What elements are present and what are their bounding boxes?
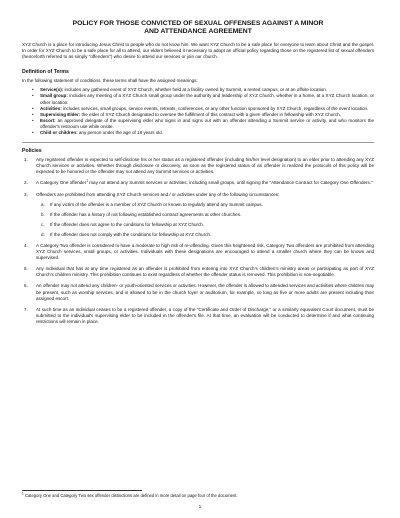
policy-text: An offender may not attend any children- or youth-oriented services or activities. However, the offender is allowed to attended services and activities where children may be present, such as worship services, and is allowed to be in the church foyer or auditorium, for example, so long as five or more adults are present including their assigned escort. (36, 283, 374, 301)
footnote-text: Category One and Category Two sex offender distinctions are defined in more detail on page four of the document. (23, 493, 238, 498)
definition-text: includes any gathered event of XYZ Church, whether held at a facility owned by Summit, a rented campus, or at an offsite location. (63, 87, 328, 93)
policy-sublist (36, 202, 374, 238)
policy-number: 4. (24, 242, 28, 248)
document-title (22, 20, 374, 36)
policy-number: 6. (24, 283, 28, 289)
policy-text: Any individual that has at any time registered as an offender is prohibited from entering into XYZ Church's children's ministry areas or participating as part of XYZ Church's children ministry. This prohibition continues to exist regardless of whether the offender status is removed. This prohibition is non-negotiable. (36, 266, 374, 278)
policy-text: Offenders are prohibited from attending XYZ Church services and / or activities under any of the following circumstances: (36, 191, 280, 197)
definition-text: any person under the age of 18 years old. (77, 130, 164, 136)
definition-item (40, 93, 374, 105)
policies-heading: Policies (22, 148, 42, 155)
title-line-2: AND ATTENDANCE AGREEMENT (144, 28, 252, 35)
definitions-intro: In the following statement of conditions, these terms shall have the assigned meanings: (22, 78, 198, 84)
policy-item (24, 157, 374, 175)
subitem-text: If any victim of the offender is a member of XYZ Church or known to regularly attend any Summit campus. (50, 201, 263, 207)
footnote-divider (22, 490, 142, 491)
policy-subitem (41, 201, 374, 208)
definition-term: Escort: (40, 117, 56, 123)
definition-text: includes any meeting of a XYZ Church small group under the authority and leadership of XYZ Church, whether in a home, at a XYZ Church location, or other location. (40, 93, 374, 105)
policy-number: 7. (24, 306, 28, 312)
policy-item (24, 242, 374, 261)
subitem-text: If the offender does not comply with the conditions for fellowship at XYZ Church. (50, 231, 212, 237)
definition-term: Small group: (40, 93, 68, 99)
policy-item (24, 191, 374, 238)
definition-text: an approved delegate of the supervising elder who signs in and signs out with an offender attending a Summit service or activity, and who monitors the offender's restroom use while onsite. (40, 117, 374, 129)
section-divider (22, 142, 374, 143)
subitem-letter: c. (41, 221, 45, 227)
subitem-text: If the offender has a history of not following established contract agreements at other churches. (50, 211, 242, 217)
footnote (22, 493, 374, 499)
definition-text: the elder of XYZ Church designated to oversee the fulfillment of this contract with a given offender in fellowship with XYZ Church. (80, 111, 341, 117)
footnote-mark: 1 (22, 491, 24, 496)
policy-text: Any registered offender is expected to self-disclose his or her status as a registered offender (including his/her level designation) to an elder prior to attending any XYZ Church services or activities. Whether through disclosure or discovery, as soon as the registered status of an offender is realized the protocols of this policy will be expected to be honored or the offender may not attend any Summit services or activities. (36, 157, 374, 175)
policy-number: 2. (24, 180, 28, 186)
policies-list (22, 157, 374, 325)
policy-number: 1. (24, 157, 28, 163)
definition-text: includes services, small groups, service events, retreats, conferences, or any other function sponsored by XYZ Church, regardless of the event location. (61, 105, 369, 111)
definitions-list (22, 87, 374, 136)
definitions-heading: Definition of Terms (22, 69, 69, 76)
definition-term: Activities: (40, 105, 62, 111)
policy-subitem (41, 231, 374, 238)
subitem-letter: d. (41, 231, 45, 237)
policy-item (24, 306, 374, 325)
subitem-text: If the offender does not agree to the conditions for fellowship at XYZ Church. (50, 221, 205, 227)
definition-item (40, 118, 374, 130)
policy-text: A Category One offender (36, 180, 87, 186)
definition-item (40, 130, 374, 136)
policy-number: 3. (24, 191, 28, 197)
policy-text: may not attend any Summit services or activities, including small groups, until signing the "Attendance Contract for Category One Offenders." (88, 180, 373, 186)
title-line-1: POLICY FOR THOSE CONVICTED OF SEXUAL OFFENSES AGAINST A MINOR (72, 20, 324, 27)
policy-text: A Category Two offender is considered to have a moderate to high risk of re-offending. Given this heightened risk, Category Two offenders are prohibited from attending XYZ Church services, small groups, or activities. Individuals with these designations are encouraged to attend a smaller church where they can be known and supervised. (36, 242, 374, 261)
footnote-reference[interactable]: 1 (86, 178, 88, 183)
intro-paragraph: XYZ Church is a place for introducing Jesus Christ to people who do not know him. We want XYZ Church to be a safe place for everyone to learn about Christ and the gospel. In order for XYZ Church to be a safe place for all to attend, our elders believed it necessary to adopt an official policy regarding those on the registered list of sexual offenders (henceforth referred to as simply "offenders") who desire to attend our services or join our church. (22, 42, 374, 60)
policy-item (24, 283, 374, 301)
policy-item (24, 178, 374, 186)
policy-item (24, 266, 374, 278)
policy-subitem (41, 221, 374, 228)
definition-term: Supervising Elder: (40, 111, 81, 117)
page-number: 1 (198, 505, 202, 510)
subitem-letter: b. (41, 211, 45, 217)
policy-number: 5. (24, 266, 28, 272)
definition-term: Child or children: (40, 130, 78, 136)
subitem-letter: a. (41, 201, 45, 207)
policy-text: At such time as an individual ceases to be a registered offender, a copy of the "Certificate and Order of Discharge," or a similarly equivalent Court document, must be submitted to the individual's supervising elder to be included in the offender's file. At that time, an evaluation will be conducted to determine if and what continuing restrictions will remain in place. (36, 306, 374, 324)
policy-subitem (41, 211, 374, 218)
definition-term: Service(s): (40, 87, 64, 93)
